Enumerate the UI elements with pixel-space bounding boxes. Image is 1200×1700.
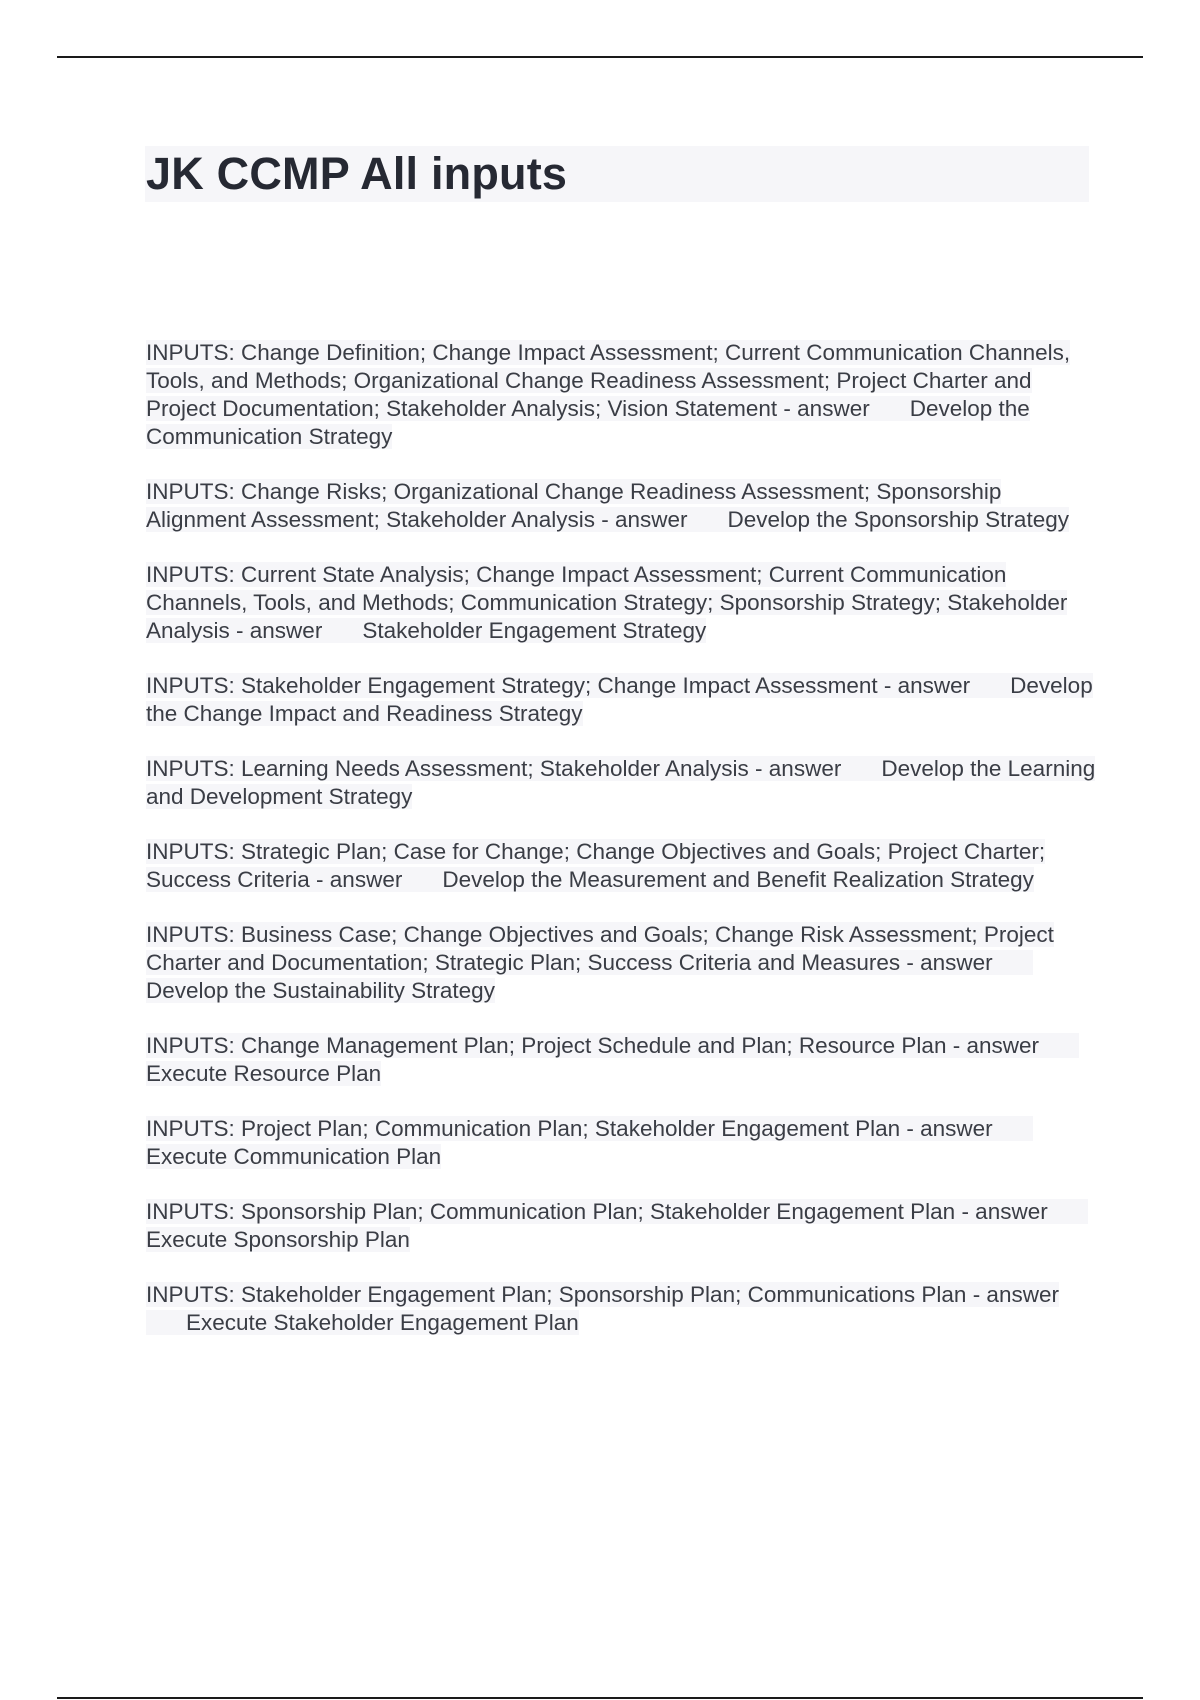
entry-answer: Develop the Communication Strategy	[146, 396, 1030, 449]
list-item	[146, 1115, 1096, 1171]
entry-question: INPUTS: Project Plan; Communication Plan; Stakeholder Engagement Plan - answer	[146, 1116, 993, 1141]
entry-question: INPUTS: Change Definition; Change Impact Assessment; Current Communication Channels, Tools, and Methods; Organizational Change Readiness Assessment; Project Charter and Project Documentation; Stakeholder Analysis; Vision Statement - answer	[146, 340, 1071, 421]
list-item	[146, 921, 1096, 1005]
list-item	[146, 339, 1096, 451]
header-rule	[57, 56, 1143, 58]
list-item	[146, 838, 1096, 894]
entry-answer: Develop the Sponsorship Strategy	[727, 507, 1069, 532]
entry-answer: Execute Sponsorship Plan	[146, 1227, 410, 1252]
entry-question: INPUTS: Stakeholder Engagement Plan; Sponsorship Plan; Communications Plan - answer	[146, 1282, 1059, 1307]
entry-question: INPUTS: Strategic Plan; Case for Change; Change Objectives and Goals; Project Charter; Success Criteria - answer	[146, 839, 1046, 892]
entry-question: INPUTS: Current State Analysis; Change Impact Assessment; Current Communication Channels, Tools, and Methods; Communication Strategy; Sponsorship Strategy; Stakeholder Analysis - answer	[146, 562, 1068, 643]
list-item	[146, 672, 1096, 728]
list-item	[146, 755, 1096, 811]
list-item	[146, 1032, 1096, 1088]
footer-rule	[57, 1697, 1143, 1699]
entry-answer: Execute Communication Plan	[146, 1144, 442, 1169]
entry-answer: Execute Stakeholder Engagement Plan	[186, 1310, 579, 1335]
list-item	[146, 478, 1096, 534]
page-title: JK CCMP All inputs	[146, 148, 568, 199]
entry-question: INPUTS: Stakeholder Engagement Strategy; Change Impact Assessment - answer	[146, 673, 971, 698]
entry-answer: Execute Resource Plan	[146, 1061, 382, 1086]
entry-question: INPUTS: Learning Needs Assessment; Stakeholder Analysis - answer	[146, 756, 842, 781]
list-item	[146, 561, 1096, 645]
entry-question: INPUTS: Change Risks; Organizational Change Readiness Assessment; Sponsorship Alignment Assessment; Stakeholder Analysis - answer	[146, 479, 1002, 532]
entry-answer: Develop the Learning and Development Strategy	[146, 756, 1096, 809]
entry-answer: Develop the Measurement and Benefit Realization Strategy	[442, 867, 1034, 892]
entry-question: INPUTS: Business Case; Change Objectives and Goals; Change Risk Assessment; Project Charter and Documentation; Strategic Plan; Success Criteria and Measures - answer	[146, 922, 1054, 975]
list-item	[146, 1281, 1096, 1337]
entry-answer: Develop the Sustainability Strategy	[146, 978, 495, 1003]
entry-answer: Develop the Change Impact and Readiness Strategy	[146, 673, 1093, 726]
entry-list	[146, 339, 1096, 1364]
entry-answer: Stakeholder Engagement Strategy	[362, 618, 707, 643]
entry-question: INPUTS: Change Management Plan; Project Schedule and Plan; Resource Plan - answer	[146, 1033, 1039, 1058]
entry-question: INPUTS: Sponsorship Plan; Communication Plan; Stakeholder Engagement Plan - answer	[146, 1199, 1048, 1224]
list-item	[146, 1198, 1096, 1254]
